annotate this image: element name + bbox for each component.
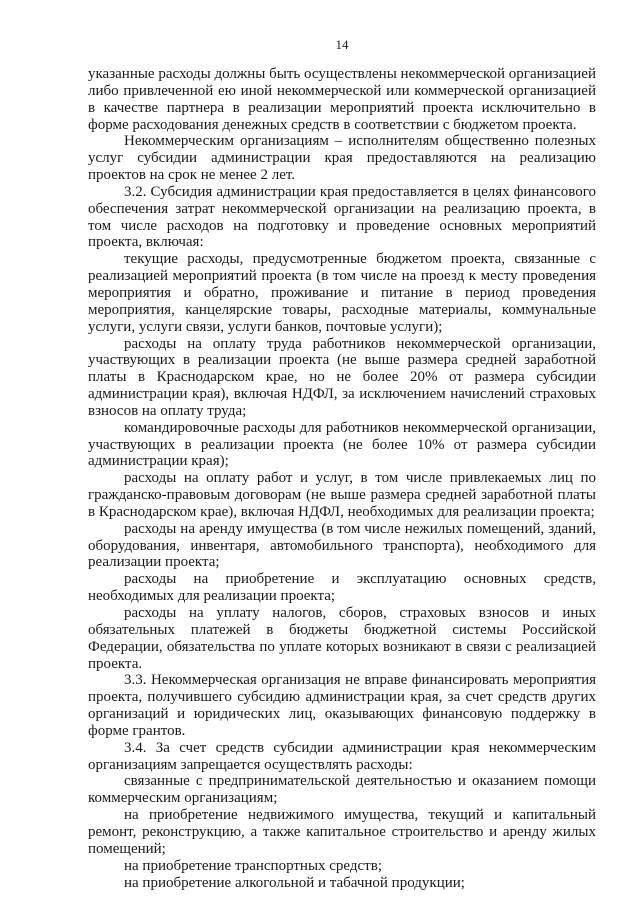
body-text (88, 66, 596, 891)
paragraph: указанные расходы должны быть осуществлены некоммерческой организацией либо привлеченной ею иной некоммерческой или коммерческой организацией в качестве партнера в реализации мероприятий проекта исключительно в форме расходования денежных средств в соответствии с бюджетом проекта. (88, 66, 596, 133)
paragraph: расходы на уплату налогов, сборов, страховых взносов и иных обязательных платежей в бюджеты бюджетной системы Российской Федерации, обязательства по уплате которых возникают в связи с реализацией проекта. (88, 605, 596, 672)
paragraph: расходы на приобретение и эксплуатацию основных средств, необходимых для реализации проекта; (88, 571, 596, 605)
paragraph: на приобретение алкогольной и табачной продукции; (124, 874, 465, 891)
paragraph: Некоммерческим организациям – исполнителям общественно полезных услуг субсидии администрации края предоставляются на реализацию проектов на срок не менее 2 лет. (88, 133, 596, 184)
paragraph: расходы на оплату работ и услуг, в том числе привлекаемых лиц по гражданско-правовым договорам (не выше размера средней заработной платы в Краснодарском крае), включая НДФЛ, необходимых для реализации проекта; (88, 470, 596, 520)
paragraph: на приобретение недвижимого имущества, текущий и капитальный ремонт, реконструкцию, а также капитальное строительство и аренду жилых помещений; (88, 807, 596, 857)
paragraph: связанные с предпринимательской деятельностью и оказанием помощи коммерческим организациям; (88, 773, 596, 807)
paragraph: командировочные расходы для работников некоммерческой организации, участвующих в реализации проекта (не более 10% от размера субсидии администрации края); (88, 419, 596, 470)
paragraph: на приобретение транспортных средств; (124, 857, 382, 874)
paragraph: 3.3. Некоммерческая организация не вправе финансировать мероприятия проекта, получившего субсидию администрации края, за счет средств других организаций и юридических лиц, оказывающих финансовую поддержку в форме грантов. (88, 672, 596, 739)
paragraph: 3.2. Субсидия администрации края предоставляется в целях финансового обеспечения затрат некоммерческой организации на реализацию проекта, в том числе расходов на подготовку и проведение основных мероприятий проекта, включая: (88, 183, 596, 251)
paragraph: текущие расходы, предусмотренные бюджетом проекта, связанные с реализацией мероприятий проекта (в том числе на проезд к месту проведения мероприятия и обратно, проживание и питание в период проведения мероприятия, канцелярские товары, расходные материалы, коммунальные услуги, услуги связи, услуги банков, почтовые услуги); (88, 251, 596, 335)
page-number: 14 (335, 37, 349, 52)
paragraph: расходы на оплату труда работников некоммерческой организации, участвующих в реализации проекта (не выше размера средней заработной платы в Краснодарском крае, но не более 20% от размера субсидии администрации края), включая НДФЛ, за исключением начислений страховых взносов на оплату труда; (88, 335, 596, 419)
paragraph: расходы на аренду имущества (в том числе нежилых помещений, зданий, оборудования, инвентаря, автомобильного транспорта), необходимого для реализации проекта; (88, 520, 596, 571)
paragraph: 3.4. За счет средств субсидии администрации края некоммерческим организациям запрещается осуществлять расходы: (88, 739, 596, 773)
